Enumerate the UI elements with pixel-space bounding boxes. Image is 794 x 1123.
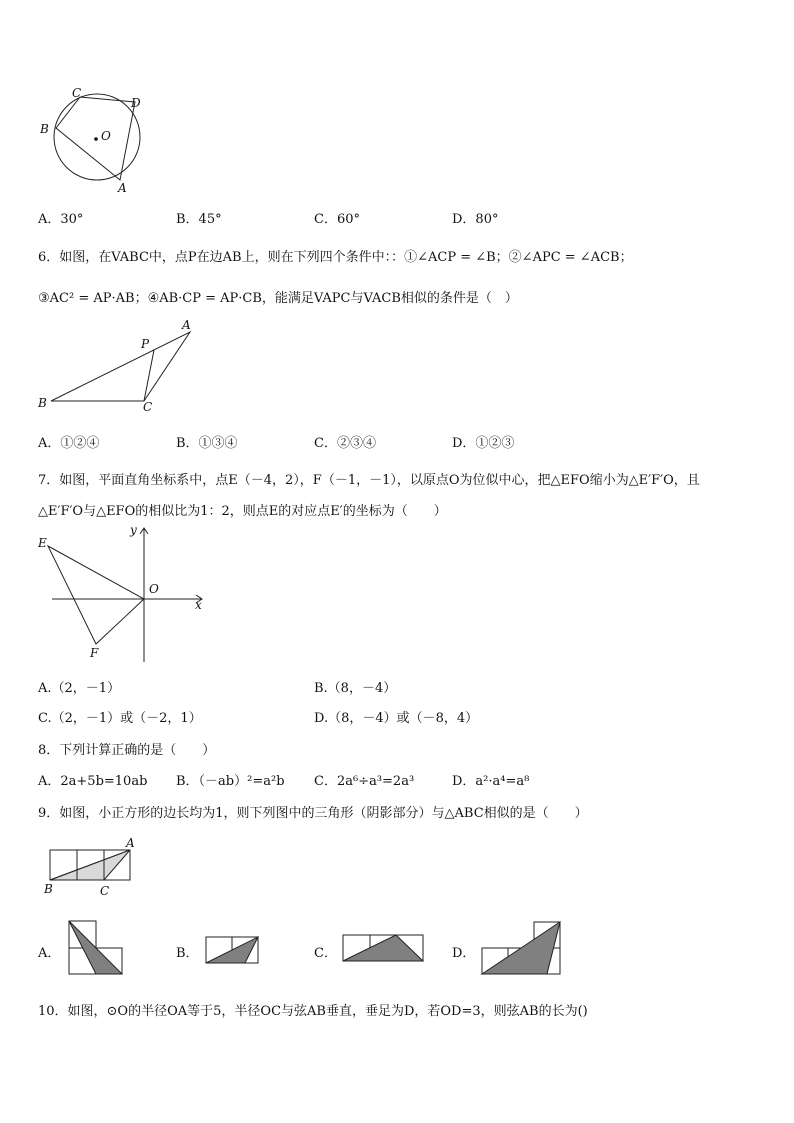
q5-option-a[interactable]: A．30° [38, 212, 84, 227]
q5-label-C: C [72, 86, 82, 100]
q9-stem: 9．如图，小正方形的边长均为1，则下列图中的三角形（阴影部分）与△ABC相似的是（ ） [38, 806, 588, 821]
q9-label-C: C [100, 884, 110, 898]
q8-stem: 8．下列计算正确的是（ ） [38, 743, 216, 758]
q9-option-d[interactable]: D． [452, 946, 476, 961]
q7-option-c[interactable]: C.（2，－1）或（－2，1） [38, 711, 202, 726]
q8-option-b[interactable]: B．（－ab）²=a²b [176, 774, 285, 789]
q7-option-a[interactable]: A.（2，－1） [38, 681, 121, 696]
q9-option-a[interactable]: A． [38, 946, 61, 961]
q6-triangle-figure [30, 315, 200, 415]
q8-option-d[interactable]: D．a²·a⁴=a⁸ [452, 774, 530, 789]
q10-stem: 10．如图，⊙O的半径OA等于5，半径OC与弦AB垂直，垂足为D，若OD=3，则弦AB的长为() [38, 1004, 588, 1019]
q5-label-B: B [40, 122, 49, 136]
q7-label-F: F [90, 646, 99, 660]
q7-label-y: y [130, 523, 137, 537]
q6-label-C: C [143, 400, 153, 414]
q9-option-c[interactable]: C． [314, 946, 337, 961]
q9-c-shaded-triangle [343, 935, 423, 961]
q8-option-c[interactable]: C．2a⁶÷a³=2a³ [314, 774, 415, 789]
q7-option-d[interactable]: D.（8，－4）或（－8，4） [314, 711, 479, 726]
q5-option-c[interactable]: C．60° [314, 212, 360, 227]
q7-triangle-EFO [48, 546, 144, 644]
q7-label-O: O [149, 582, 159, 596]
q9-option-a-figure[interactable] [68, 920, 128, 976]
q9-reference-figure [36, 835, 146, 897]
q5-option-d[interactable]: D．80° [452, 212, 499, 227]
q6-triangle [51, 332, 190, 401]
q7-stem-line1: 7．如图，平面直角坐标系中，点E（－4，2），F（－1，－1），以原点O为位似中心，把△EFO缩小为△E′F′O，且 [38, 473, 700, 488]
q5-label-D: D [131, 96, 141, 110]
q6-stem-line2: ③AC² = AP·AB；④AB·CP = AP·CB，能满足VAPC与VACB相似的条件是（ ） [38, 291, 518, 306]
q9-option-d-figure[interactable] [481, 921, 563, 977]
q7-label-x: x [195, 598, 202, 612]
q6-option-d[interactable]: D．①②③ [452, 436, 515, 451]
q9-option-b[interactable]: B． [176, 946, 199, 961]
q6-option-b[interactable]: B．①③④ [176, 436, 238, 451]
q5-center-dot [94, 137, 98, 141]
q7-option-b[interactable]: B.（8，－4） [314, 681, 397, 696]
q7-coordinate-figure [30, 520, 210, 665]
q7-label-E: E [38, 536, 47, 550]
q6-option-a[interactable]: A．①②④ [38, 436, 100, 451]
q5-option-b[interactable]: B．45° [176, 212, 222, 227]
q9-option-b-figure[interactable] [205, 936, 261, 966]
q6-label-B: B [38, 396, 47, 410]
q5-label-A: A [118, 181, 127, 195]
q8-option-a[interactable]: A．2a+5b=10ab [38, 774, 148, 789]
q6-label-P: P [141, 337, 150, 351]
q9-option-c-figure[interactable] [342, 934, 426, 964]
q5-label-O: O [101, 129, 111, 143]
q7-stem-line2: △E′F′O与△EFO的相似比为1：2，则点E的对应点E′的坐标为（ ） [38, 504, 447, 519]
q6-option-c[interactable]: C．②③④ [314, 436, 376, 451]
q5-circle-figure [30, 80, 160, 195]
q9-label-B: B [44, 882, 53, 896]
q6-label-A: A [182, 318, 191, 332]
q9-label-A: A [126, 836, 135, 850]
q6-stem-line1: 6．如图，在VABC中，点P在边AB上，则在下列四个条件中：：①∠ACP = ∠B；②∠APC = ∠ACB； [38, 250, 633, 265]
